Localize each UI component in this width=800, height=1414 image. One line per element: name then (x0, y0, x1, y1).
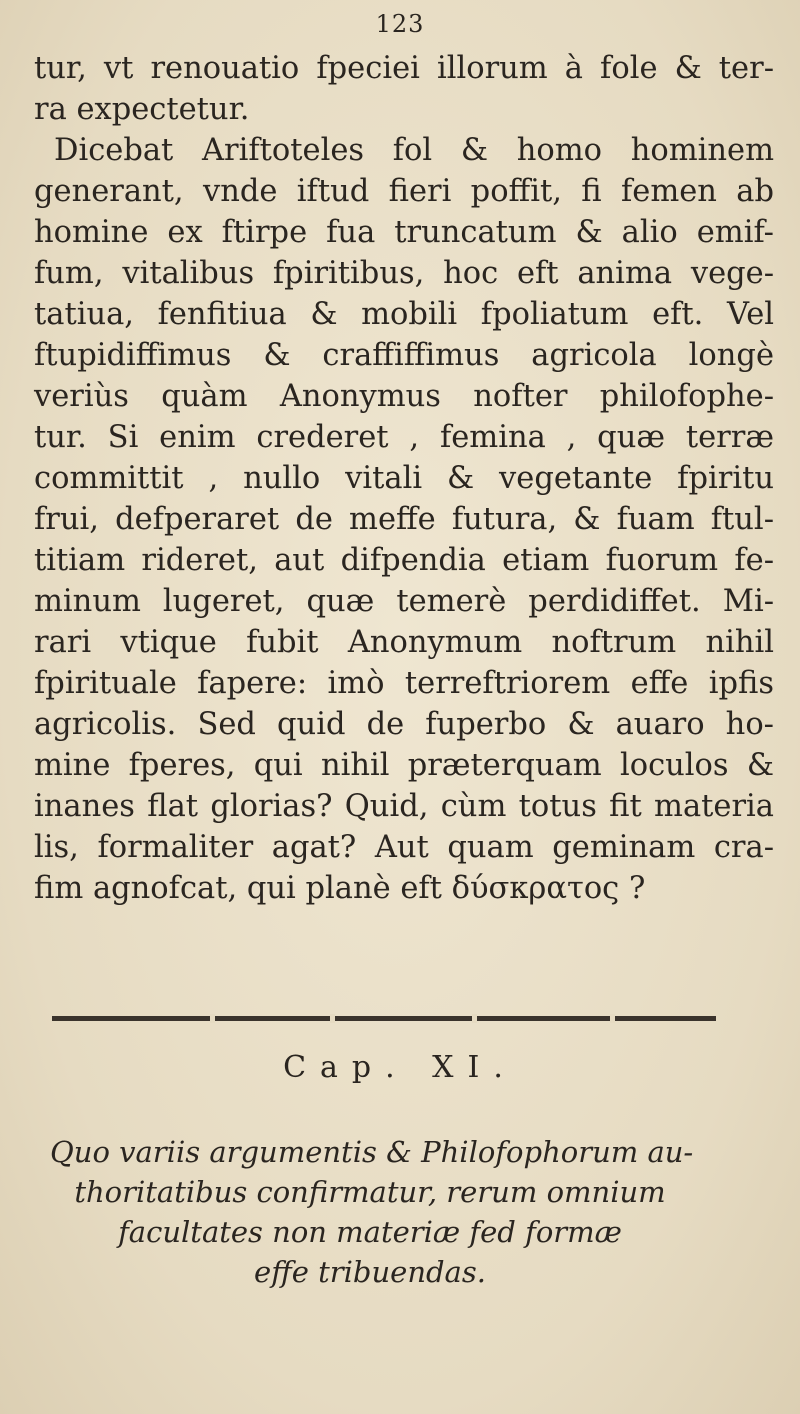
text-line: mine fperes, qui nihil præterquam loculos & (34, 748, 774, 783)
text-line: titiam rideret, aut difpendia etiam fuorum fe- (34, 543, 774, 578)
text-line: fum, vitalibus fpiritibus, hoc eft anima vege- (34, 256, 774, 291)
summary-line: facultates non materiæ fed formæ (118, 1215, 622, 1249)
text-line: frui, defperaret de meffe futura, & fuam ftul- (34, 502, 774, 537)
main-text (34, 48, 774, 909)
text-line: fpirituale fapere: imò terreftriorem effe ipfis (34, 666, 774, 701)
summary-line: thoritatibus confirmatur, rerum omnium (74, 1175, 666, 1209)
text-line: homine ex ftirpe fua truncatum & alio emif- (34, 215, 774, 250)
text-line: generant, vnde iftud fieri poffit, fi femen ab (34, 174, 774, 209)
text-line: tatiua, fenfitiua & mobili fpoliatum eft. Vel (34, 297, 774, 332)
text-line: inanes flat glorias? Quid, cùm totus fit materia (34, 789, 774, 824)
summary-line: Quo variis argumentis & Philofophorum au- (50, 1135, 694, 1169)
text-line: Dicebat Ariftoteles fol & homo hominem (54, 133, 774, 168)
text-line: minum lugeret, quæ temerè perdidiffet. Mi- (34, 584, 774, 619)
text-line: lis, formaliter agat? Aut quam geminam cra- (34, 830, 774, 865)
chapter-heading: Cap. XI. (283, 1050, 517, 1085)
text-line: ftupidiffimus & craffiffimus agricola longè (34, 338, 774, 373)
text-line: fim agnofcat, qui planè eft δύσκρατος ? (34, 871, 646, 906)
text-line: ra expectetur. (34, 92, 250, 127)
section-divider (52, 1016, 716, 1021)
text-line: rari vtique fubit Anonymum noftrum nihil (34, 625, 774, 660)
summary-line: effe tribuendas. (254, 1255, 486, 1289)
text-line: tur. Si enim crederet , femina , quæ terræ (34, 420, 774, 455)
text-line: tur, vt renouatio fpeciei illorum à fole & ter- (34, 51, 774, 86)
text-line: veriùs quàm Anonymus nofter philofophe- (34, 379, 774, 414)
page-number: 123 (375, 10, 425, 38)
text-line: committit , nullo vitali & vegetante fpiritu (34, 461, 774, 496)
text-line: agricolis. Sed quid de fuperbo & auaro ho- (34, 707, 774, 742)
chapter-summary (50, 1132, 694, 1292)
